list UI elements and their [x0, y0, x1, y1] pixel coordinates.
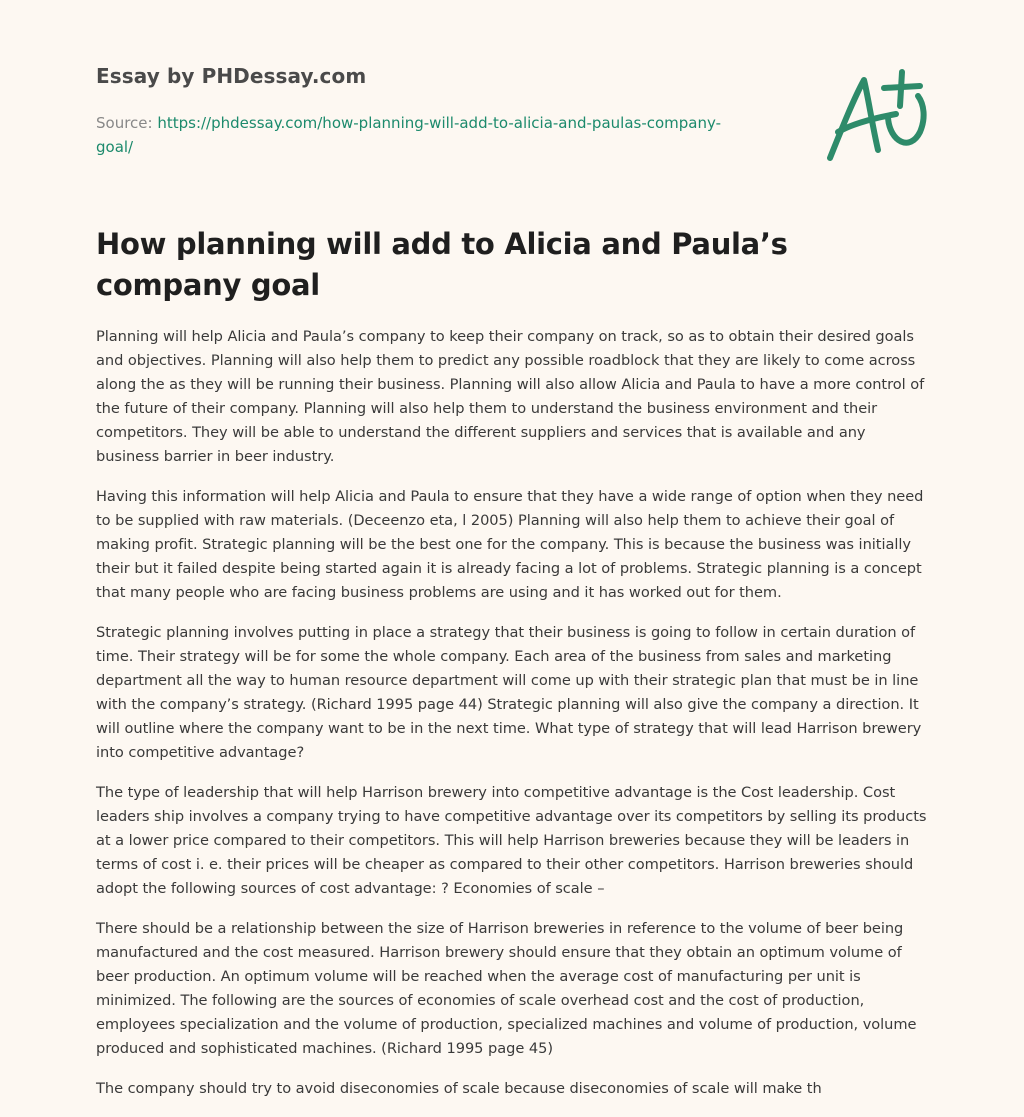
source-line [96, 111, 756, 159]
paragraph: Strategic planning involves putting in place a strategy that their business is going to follow in certain duration of time. Their strategy will be for some the whole company. Each area of the business from sales and marketing department all the way to human resource department will come up with their strategic plan that must be in line with the company’s strategy. (Richard 1995 page 44) Strategic planning will also give the company a direction. It will outline where the company want to be in the next time. What type of strategy that will lead Harrison brewery into competitive advantage? [96, 624, 922, 761]
paragraph: The company should try to avoid diseconomies of scale because diseconomies of scale will make th [96, 1080, 822, 1097]
paragraph: Planning will help Alicia and Paula’s company to keep their company on track, so as to obtain their desired goals and objectives. Planning will also help them to predict any possible roadblock that they are likely to come across along the as they will be running their business. Planning will also allow Alicia and Paula to have a more control of the future of their company. Planning will also help them to understand the business environment and their competitors. They will be able to understand the different suppliers and services that is available and any business barrier in beer industry. [96, 328, 925, 465]
source-label: Source: [96, 114, 158, 132]
paragraph: There should be a relationship between the size of Harrison breweries in reference to the volume of beer being manufactured and the cost measured. Harrison brewery should ensure that they obtain an optimum volume of beer production. An optimum volume will be reached when the average cost of manufacturing per unit is minimized. The following are the sources of economies of scale overhead cost and the cost of production, employees specialization and the volume of production, specialized machines and volume of production, volume produced and sophisticated machines. (Richard 1995 page 45) [96, 920, 917, 1057]
site-brand: Essay by PHDessay.com [96, 64, 367, 88]
essay-body [96, 325, 932, 1117]
paragraph: The type of leadership that will help Harrison brewery into competitive advantage is the Cost leadership. Cost leaders ship involves a company trying to have competitive advantage over its competitors by selling its products at a lower price compared to their competitors. This will help Harrison breweries because they will be leaders in terms of cost i. e. their prices will be cheaper as compared to their other competitors. Harrison breweries should adopt the following sources of cost advantage: ? Economies of scale – [96, 784, 927, 897]
essay-title: How planning will add to Alicia and Paula’s company goal [96, 227, 788, 302]
source-link[interactable]: https://phdessay.com/how-planning-will-add-to-alicia-and-paulas-company-goal/ [96, 114, 722, 156]
a-plus-logo-icon [820, 66, 930, 166]
paragraph: Having this information will help Alicia and Paula to ensure that they have a wide range of option when they need to be supplied with raw materials. (Deceenzo eta, l 2005) Planning will also help them to achieve their goal of making profit. Strategic planning will be the best one for the company. This is because the business was initially their but it failed despite being started again it is already facing a lot of problems. Strategic planning is a concept that many people who are facing business problems are using and it has worked out for them. [96, 488, 924, 601]
